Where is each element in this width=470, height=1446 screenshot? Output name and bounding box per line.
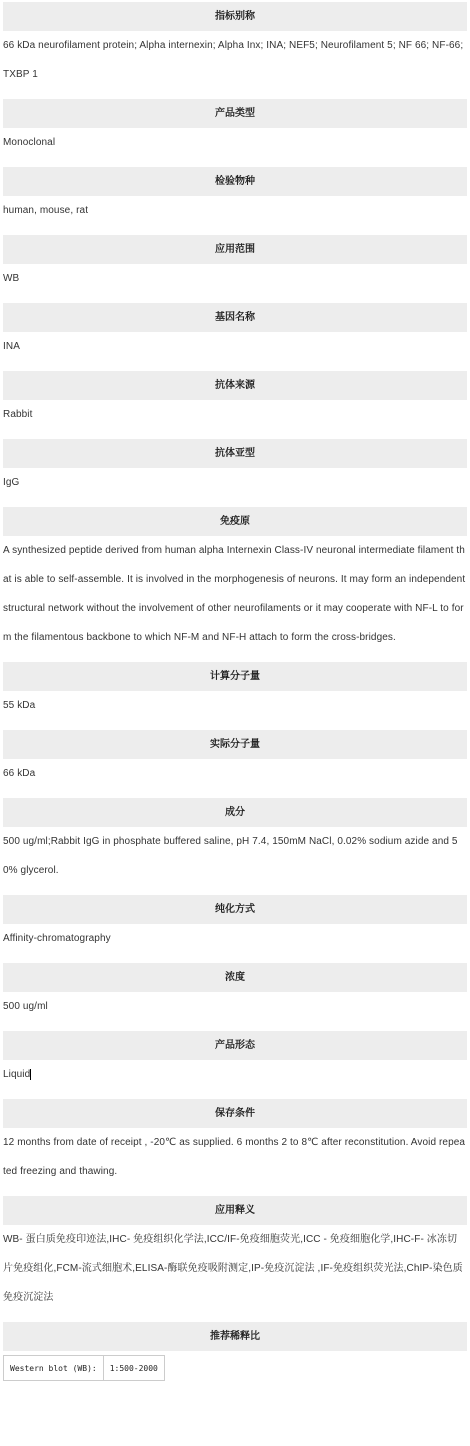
section-title-host: 抗体来源: [3, 371, 467, 400]
section-title-aliases: 指标别称: [3, 2, 467, 31]
section-title-concentration: 浓度: [3, 963, 467, 992]
section-body-gene-name: INA: [3, 341, 20, 352]
section-title-calculated-mw: 计算分子量: [3, 662, 467, 691]
section-body-observed-mw: 66 kDa: [3, 768, 36, 779]
section-body-application: WB: [3, 273, 20, 284]
section-body-product-type: Monoclonal: [3, 137, 56, 148]
dilution-ratio-cell: 1:500-2000: [103, 1356, 164, 1381]
section-title-isotype: 抗体亚型: [3, 439, 467, 468]
section-title-species: 检验物种: [3, 167, 467, 196]
section-title-observed-mw: 实际分子量: [3, 730, 467, 759]
section-body-species: human, mouse, rat: [3, 205, 89, 216]
section-title-application-glossary: 应用释义: [3, 1196, 467, 1225]
section-body-concentration: 500 ug/ml: [3, 1001, 48, 1012]
section-title-composition: 成分: [3, 798, 467, 827]
product-spec-document: [0, 2, 470, 1381]
section-body-host: Rabbit: [3, 409, 33, 420]
table-row: [4, 1356, 165, 1381]
section-body-composition: 500 ug/ml;Rabbit IgG in phosphate buffered saline, pH 7.4, 150mM NaCl, 0.02% sodium azide and 50% glycerol.: [3, 836, 458, 876]
dilution-table: [3, 1355, 165, 1381]
section-body-immunogen: A synthesized peptide derived from human alpha Internexin Class-IV neuronal intermediate filament that is able to self-assemble. It is involved in the morphogenesis of neurons. It may form an independent structural network without the involvement of other neurofilaments or it may cooperate with NF-L to form the filamentous backbone to which NF-M and NF-H attach to form the cross-bridges.: [3, 545, 466, 643]
section-body-calculated-mw: 55 kDa: [3, 700, 36, 711]
section-body-purification: Affinity-chromatography: [3, 933, 111, 944]
dilution-method-cell: Western blot (WB):: [4, 1356, 104, 1381]
section-title-storage: 保存条件: [3, 1099, 467, 1128]
section-body-form-text: Liquid: [3, 1069, 31, 1080]
section-body-storage: 12 months from date of receipt , -20℃ as supplied. 6 months 2 to 8℃ after reconstitution. Avoid repeated freezing and thawing.: [3, 1137, 466, 1177]
section-body-application-glossary: WB- 蛋白质免疫印迹法,IHC- 免疫组织化学法,ICC/IF-免疫细胞荧光,ICC - 免疫细胞化学,IHC-F- 冰冻切片免疫组化,FCM-流式细胞术,ELISA-酶联免疫吸附测定,IP-免疫沉淀法 ,IF-免疫组织荧光法,ChIP-染色质免疫沉淀法: [3, 1234, 463, 1303]
section-title-application: 应用范围: [3, 235, 467, 264]
section-title-purification: 纯化方式: [3, 895, 467, 924]
section-body-aliases: 66 kDa neurofilament protein; Alpha internexin; Alpha Inx; INA; NEF5; Neurofilament 5; NF 66; NF-66; TXBP 1: [3, 40, 464, 80]
section-title-form: 产品形态: [3, 1031, 467, 1060]
section-title-gene-name: 基因名称: [3, 303, 467, 332]
section-body-form[interactable]: [3, 1060, 467, 1089]
section-title-dilution: 推荐稀释比: [3, 1322, 467, 1351]
section-body-isotype: IgG: [3, 477, 20, 488]
section-title-product-type: 产品类型: [3, 99, 467, 128]
section-title-immunogen: 免疫原: [3, 507, 467, 536]
